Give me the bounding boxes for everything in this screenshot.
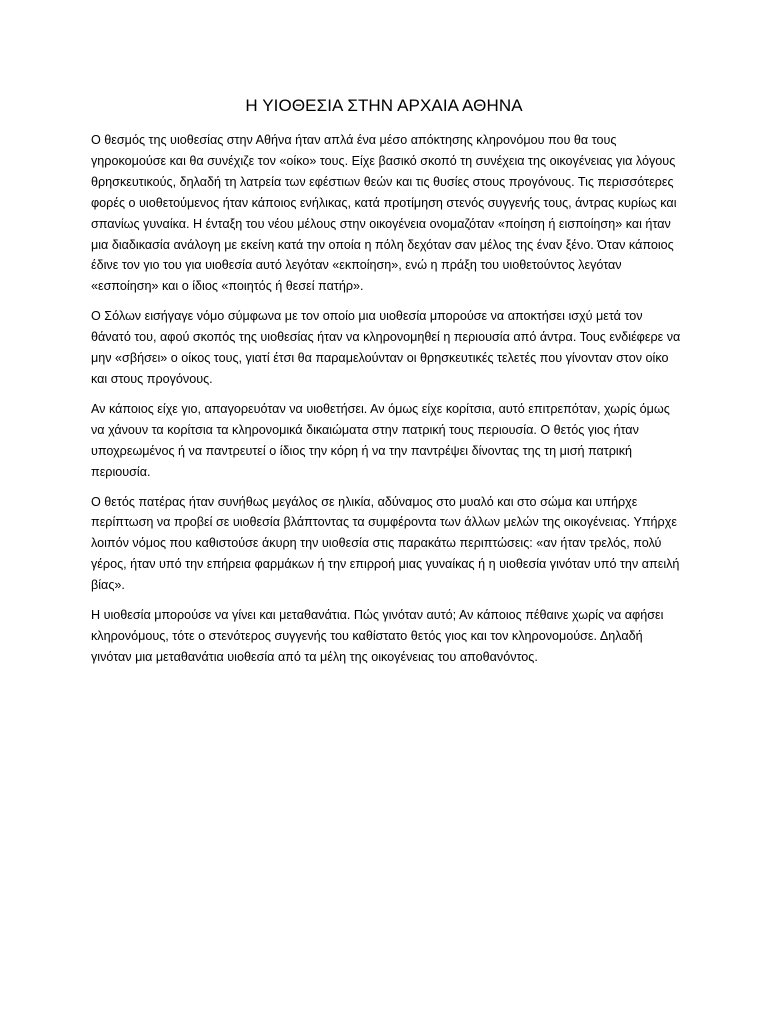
document-body [91, 130, 681, 677]
paragraph-2: Ο Σόλων εισήγαγε νόμο σύμφωνα με τον οποίο μια υιοθεσία μπορούσε να αποκτήσει ισχύ μετά τον θάνατό του, αφού σκοπός της υιοθεσίας ήταν να κληρονομηθεί η περιουσία από άντρα. Τους ενδιέφερε να μην «σβήσει» ο οίκος τους, γιατί έτσι θα παραμελούνταν οι θρησκευτικές τελετές που γίνονταν στον οίκο και στους προγόνους. [91, 309, 681, 386]
document-title: Η ΥΙΟΘΕΣΙΑ ΣΤΗΝ ΑΡΧΑΙΑ ΑΘΗΝΑ [245, 96, 523, 115]
paragraph-3: Αν κάποιος είχε γιο, απαγορευόταν να υιοθετήσει. Αν όμως είχε κορίτσια, αυτό επιτρεπόταν, χωρίς όμως να χάνουν τα κορίτσια τα κληρονομικά δικαιώματα στην πατρική τους περιουσία. Ο θετός γιος ήταν υποχρεωμένος ή να παντρευτεί ο ίδιος την κόρη ή να την παντρέψει δίνοντας της τη μισή πατρική περιουσία. [91, 401, 670, 479]
paragraph-5: Η υιοθεσία μπορούσε να γίνει και μεταθανάτια. Πώς γινόταν αυτό; Αν κάποιος πέθαινε χωρίς να αφήσει κληρονόμους, τότε ο στενότερος συγγενής του καθίστατο θετός γιος και τον κληρονομούσε. Δηλαδή γινόταν μια μεταθανάτια υιοθεσία από τα μέλη της οικογένειας του αποθανόντος. [91, 608, 664, 664]
paragraph-1: Ο θεσμός της υιοθεσίας στην Αθήνα ήταν απλά ένα μέσο απόκτησης κληρονόμου που θα τους γηροκομούσε και θα συνέχιζε τον «οίκο» τους. Είχε βασικό σκοπό τη συνέχεια της οικογένειας για λόγους θρησκευτικούς, δηλαδή τη λατρεία των εφέστιων θεών και τις θυσίες στους προγόνους. Τις περισσότερες φορές ο υιοθετούμενος ήταν κάποιος ενήλικας, κατά προτίμηση στενός συγγενής τους, άντρας κυρίως και σπανίως γυναίκα. Η ένταξη του νέου μέλους στην οικογένεια ονομαζόταν «ποίηση ή εισποίηση» και ήταν μια διαδικασία ανάλογη με εκείνη κατά την οποία η πόλη δεχόταν σαν μέλος της έναν ξένο. Όταν κάποιος έδινε τον γιο του για υιοθεσία αυτό λεγόταν «εκποίηση», ενώ η πράξη του υιοθετούντος λεγόταν «εσποίηση» και ο ίδιος «ποιητός ή θεσεί πατήρ». [91, 133, 677, 294]
paragraph-4: Ο θετός πατέρας ήταν συνήθως μεγάλος σε ηλικία, αδύναμος στο μυαλό και στο σώμα και υπήρχε περίπτωση να προβεί σε υιοθεσία βλάπτοντας τα συμφέροντα των άλλων μελών της οικογένειας. Υπήρχε λοιπόν νόμος που καθιστούσε άκυρη την υιοθεσία στις παρακάτω περιπτώσεις: «αν ήταν τρελός, πολύ γέρος, ήταν υπό την επήρεια φαρμάκων ή την επιρροή μιας γυναίκας ή η υιοθεσία γινόταν υπό την απειλή βίας». [91, 494, 680, 593]
